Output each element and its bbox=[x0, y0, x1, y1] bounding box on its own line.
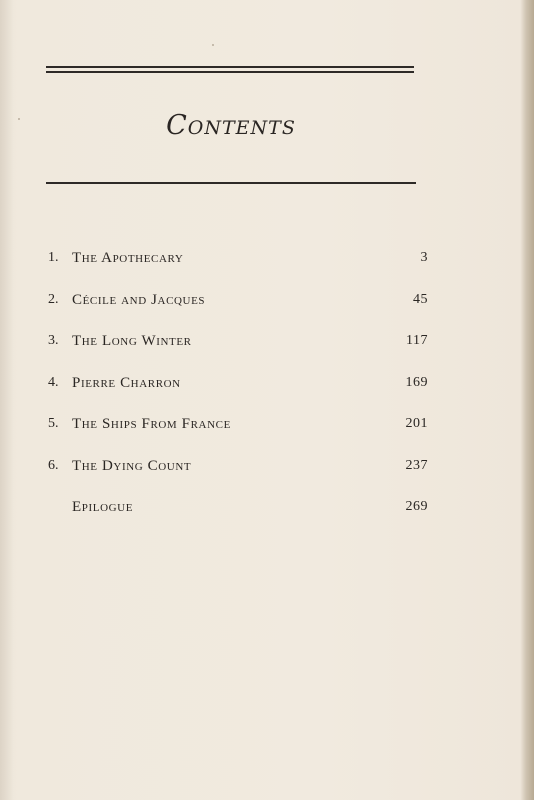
paper-speck bbox=[18, 118, 20, 120]
chapter-page: 117 bbox=[406, 333, 428, 348]
contents-heading: Contents bbox=[166, 110, 296, 141]
top-double-rule bbox=[46, 66, 414, 73]
heading-rule bbox=[46, 182, 416, 184]
chapter-page: 201 bbox=[405, 416, 428, 431]
chapter-page: 45 bbox=[413, 291, 428, 307]
toc-entry bbox=[48, 250, 428, 292]
toc-entry bbox=[48, 458, 428, 500]
chapter-number: 4. bbox=[48, 374, 59, 390]
chapter-title: The Long Winter bbox=[72, 333, 192, 349]
chapter-page: 3 bbox=[420, 250, 428, 265]
toc-entry bbox=[48, 375, 428, 417]
toc-entry bbox=[48, 333, 428, 375]
toc-entry bbox=[48, 292, 428, 334]
chapter-title: The Apothecary bbox=[72, 250, 184, 266]
chapter-number: 1. bbox=[48, 250, 59, 265]
chapter-title: Epilogue bbox=[72, 499, 134, 515]
chapter-title: Cécile and Jacques bbox=[72, 291, 206, 308]
paper-speck bbox=[212, 44, 214, 46]
chapter-number: 5. bbox=[48, 416, 59, 431]
chapter-page: 269 bbox=[405, 499, 428, 514]
page-gutter-shadow bbox=[0, 0, 14, 800]
chapter-number: 6. bbox=[48, 457, 59, 473]
page-edge bbox=[520, 0, 534, 800]
chapter-page: 169 bbox=[405, 374, 428, 390]
chapter-page: 237 bbox=[405, 457, 428, 473]
chapter-title: The Dying Count bbox=[72, 457, 192, 474]
chapter-number: 3. bbox=[48, 333, 59, 348]
toc-entry bbox=[48, 499, 428, 541]
chapter-title: Pierre Charron bbox=[72, 374, 181, 391]
table-of-contents bbox=[48, 250, 428, 541]
toc-entry bbox=[48, 416, 428, 458]
chapter-title: The Ships From France bbox=[72, 416, 231, 432]
chapter-number: 2. bbox=[48, 291, 59, 307]
